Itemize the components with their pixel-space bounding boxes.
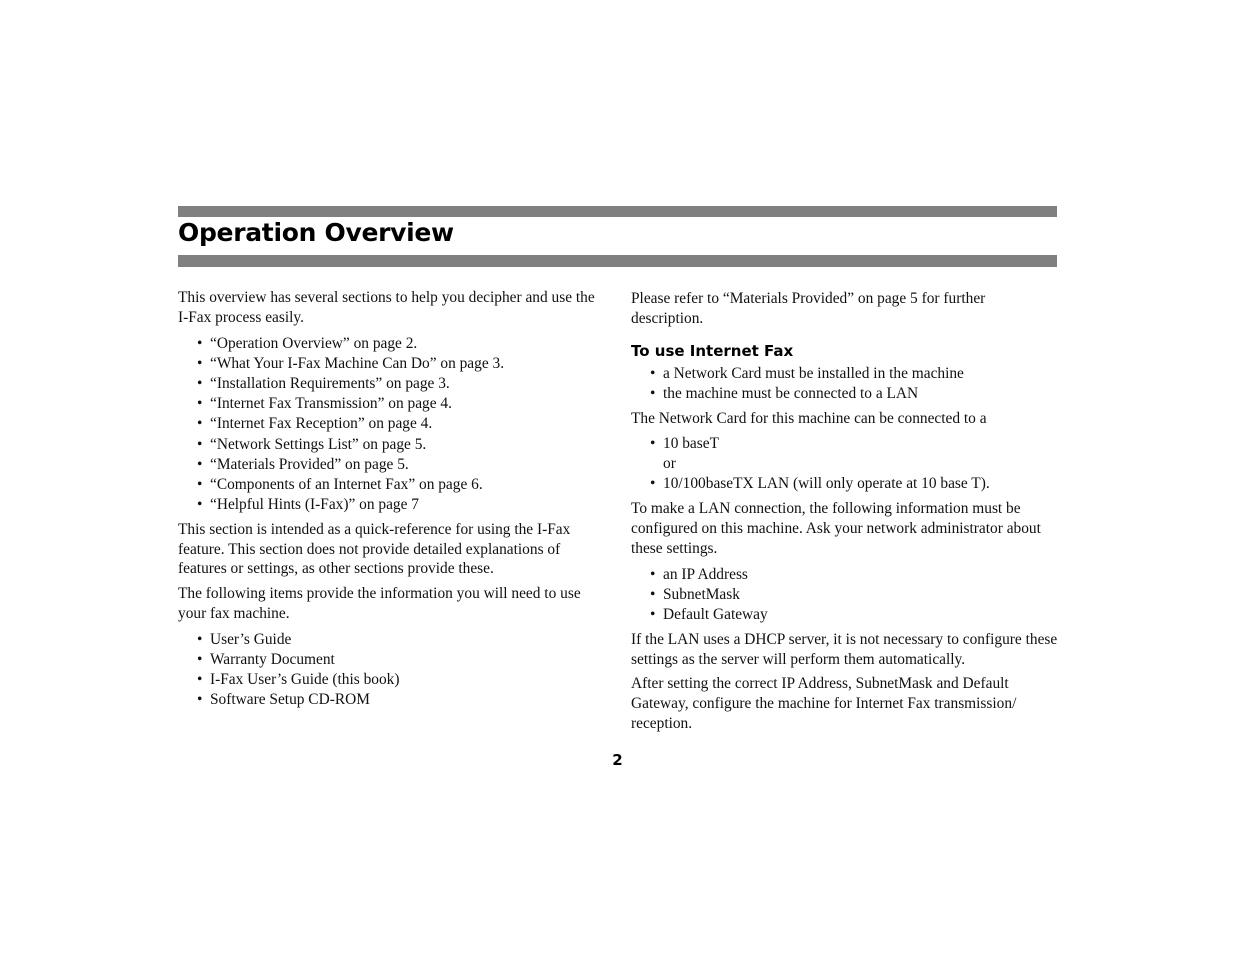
list-item: • “Network Settings List” on page 5. [197, 435, 608, 455]
lan-config-paragraph: To make a LAN connection, the following information must be configured on this machine. Ask your network administrator about these settings. [631, 500, 1041, 557]
requirements-list [631, 364, 1061, 404]
list-item: • “Operation Overview” on page 2. [197, 334, 608, 354]
items-intro-paragraph: The following items provide the information you will need to use your fax machine. [178, 585, 581, 623]
list-item: • Default Gateway [650, 605, 1061, 625]
intro-paragraph: This overview has several sections to help you decipher and use the I-Fax process easily. [178, 289, 595, 326]
section-list [178, 334, 608, 515]
purpose-paragraph: This section is intended as a quick-reference for using the I-Fax feature. This section does not provide detailed explanations of features or settings, as other sections provide these. [178, 520, 571, 578]
list-item: • I-Fax User’s Guide (this book) [197, 670, 608, 690]
dhcp-paragraph: If the LAN uses a DHCP server, it is not necessary to configure these settings as the server will perform them automatically. [631, 630, 1058, 668]
page-number: 2 [612, 751, 623, 769]
list-item: • “Internet Fax Reception” on page 4. [197, 414, 608, 434]
list-item: • 10/100baseTX LAN (will only operate at 10 base T). [650, 474, 1061, 494]
page-title: Operation Overview [178, 218, 454, 247]
list-item: • “What Your I-Fax Machine Can Do” on page 3. [197, 354, 608, 374]
after-paragraph: After setting the correct IP Address, SubnetMask and Default Gateway, configure the machine for Internet Fax transmission/ reception. [631, 675, 1017, 732]
list-item: • “Installation Requirements” on page 3. [197, 374, 608, 394]
lan-options-list [631, 434, 1061, 494]
items-list [178, 630, 608, 710]
list-item: • Software Setup CD-ROM [197, 690, 608, 710]
list-item: • “Internet Fax Transmission” on page 4. [197, 394, 608, 414]
list-item: • the machine must be connected to a LAN [650, 384, 1061, 404]
list-item: • an IP Address [650, 565, 1061, 585]
settings-list [631, 565, 1061, 625]
network-card-paragraph: The Network Card for this machine can be connected to a [631, 409, 987, 427]
lan-option: 10 baseT [663, 435, 719, 453]
list-item: • “Materials Provided” on page 5. [197, 455, 608, 475]
header-rule-bottom [178, 255, 1057, 267]
list-item: • “Helpful Hints (I-Fax)” on page 7 [197, 495, 608, 515]
list-item: • SubnetMask [650, 585, 1061, 605]
list-item: • a Network Card must be installed in the machine [650, 364, 1061, 384]
right-column [631, 289, 1061, 739]
lan-or: or [663, 455, 676, 473]
left-column [178, 288, 608, 715]
list-item: • Warranty Document [197, 650, 608, 670]
list-item [650, 434, 1061, 474]
section-heading: To use Internet Fax [631, 341, 794, 360]
list-item: • “Components of an Internet Fax” on page 6. [197, 475, 608, 495]
list-item: • User’s Guide [197, 630, 608, 650]
refer-paragraph: Please refer to “Materials Provided” on page 5 for further description. [631, 290, 986, 327]
